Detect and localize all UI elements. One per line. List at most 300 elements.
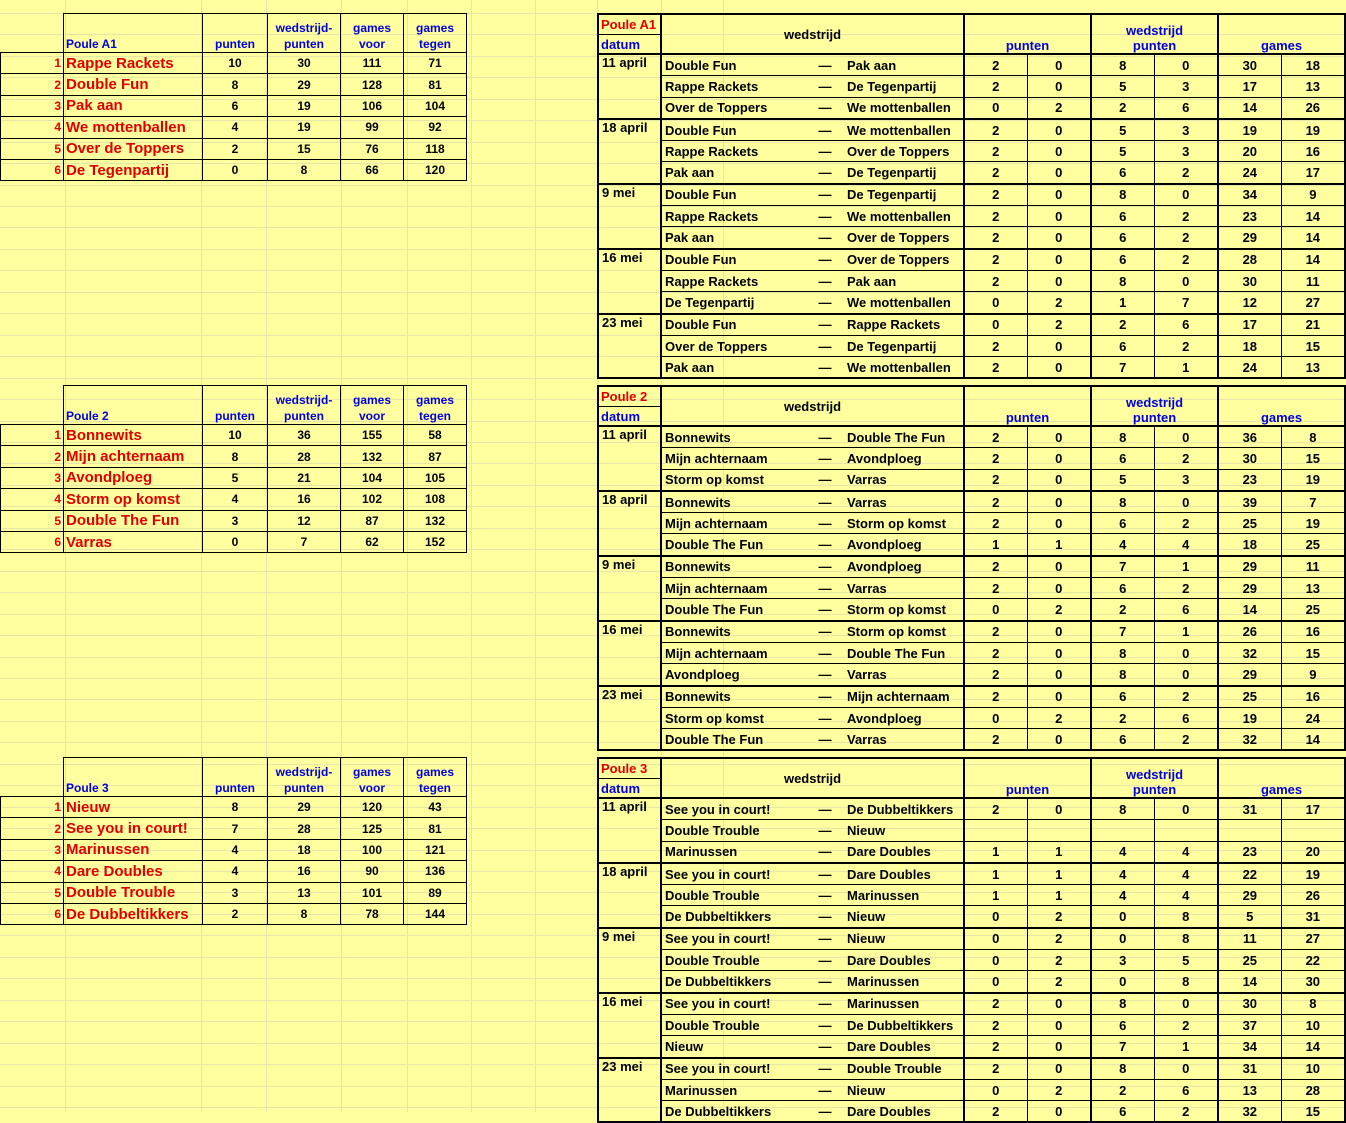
header-wedstrijdpunten [1091, 758, 1218, 798]
round-date: 23 mei [598, 1058, 661, 1123]
wedstrijdpunten-home: 6 [1091, 1014, 1154, 1035]
header-line: wedstrijd [1126, 395, 1184, 410]
wedstrijdpunten-home: 6 [1091, 206, 1154, 227]
games-tegen-value: 132 [404, 510, 467, 531]
games-away: 7 [1281, 491, 1345, 513]
games-home [1218, 820, 1281, 841]
games-away: 19 [1281, 469, 1345, 491]
round-date: 18 april [598, 491, 661, 556]
punten-away: 2 [1027, 1079, 1091, 1100]
wedstrijdpunten-away: 0 [1154, 426, 1218, 448]
games-home: 37 [1218, 1014, 1281, 1035]
versus-dash: — [805, 76, 845, 97]
games-tegen-value: 152 [404, 531, 467, 552]
wedstrijdpunten-away: 2 [1154, 686, 1218, 708]
poule-title: Poule 3 [64, 758, 203, 797]
punten-away: 2 [1027, 314, 1091, 336]
standings-row [1, 797, 467, 818]
games-away: 17 [1281, 798, 1345, 820]
away-team: De Tegenpartij [845, 162, 964, 184]
games-away: 13 [1281, 76, 1345, 97]
away-team: Nieuw [845, 906, 964, 928]
wedstrijdpunten-value: 15 [268, 138, 341, 159]
header-line: wedstrijd- [275, 765, 333, 779]
versus-dash: — [805, 1058, 845, 1080]
wedstrijdpunten-home: 8 [1091, 642, 1154, 663]
away-team: Nieuw [845, 928, 964, 950]
header-line: punten [284, 409, 324, 423]
games-away: 8 [1281, 993, 1345, 1015]
punten-home: 2 [964, 491, 1027, 513]
games-voor-value: 99 [341, 117, 404, 138]
team-name: Rappe Rackets [64, 53, 203, 74]
wedstrijdpunten-away: 0 [1154, 54, 1218, 76]
standings-table [0, 757, 467, 925]
poule-title: Poule A1 [598, 14, 661, 35]
punten-value: 4 [203, 117, 268, 138]
home-team: Double The Fun [661, 729, 805, 751]
away-team: Marinussen [845, 993, 964, 1015]
games-voor-value: 155 [341, 425, 404, 446]
away-team: Double Trouble [845, 1058, 964, 1080]
header-line: punten [284, 781, 324, 795]
team-name: Double Fun [64, 74, 203, 95]
away-team: Avondploeg [845, 707, 964, 728]
games-home: 17 [1218, 314, 1281, 336]
punten-away: 0 [1027, 76, 1091, 97]
punten-home: 0 [964, 950, 1027, 971]
versus-dash: — [805, 1036, 845, 1058]
punten-home: 2 [964, 448, 1027, 469]
header-punten: punten [203, 386, 268, 425]
games-tegen-value: 43 [404, 797, 467, 818]
wedstrijdpunten-home: 5 [1091, 119, 1154, 141]
wedstrijdpunten-away: 4 [1154, 863, 1218, 885]
versus-dash: — [805, 141, 845, 162]
games-home: 30 [1218, 54, 1281, 76]
games-voor-value: 111 [341, 53, 404, 74]
team-name: Dare Doubles [64, 861, 203, 882]
standings-header-row [1, 14, 467, 53]
round-date: 23 mei [598, 314, 661, 379]
games-away: 9 [1281, 184, 1345, 206]
home-team: See you in court! [661, 993, 805, 1015]
home-team: Bonnewits [661, 621, 805, 643]
home-team: Mijn achternaam [661, 513, 805, 534]
punten-away: 0 [1027, 491, 1091, 513]
standings-table [0, 385, 467, 553]
standings-row [1, 489, 467, 510]
games-voor-value: 102 [341, 489, 404, 510]
home-team: Double Fun [661, 184, 805, 206]
standings-row [1, 117, 467, 138]
rank: 1 [1, 53, 64, 74]
wedstrijdpunten-away: 6 [1154, 707, 1218, 728]
home-team: Over de Toppers [661, 335, 805, 356]
rank: 4 [1, 117, 64, 138]
games-away: 30 [1281, 971, 1345, 993]
team-name: Double Trouble [64, 882, 203, 903]
home-team: Rappe Rackets [661, 270, 805, 291]
games-away: 22 [1281, 950, 1345, 971]
match-row [598, 534, 1345, 556]
wedstrijdpunten-value: 16 [268, 489, 341, 510]
punten-home: 1 [964, 885, 1027, 906]
away-team: Nieuw [845, 820, 964, 841]
standings-row [1, 839, 467, 860]
games-home: 32 [1218, 729, 1281, 751]
wedstrijdpunten-value: 28 [268, 818, 341, 839]
punten-value: 8 [203, 797, 268, 818]
wedstrijdpunten-home: 8 [1091, 54, 1154, 76]
match-row [598, 1079, 1345, 1100]
away-team: De Dubbeltikkers [845, 798, 964, 820]
punten-away: 2 [1027, 97, 1091, 119]
versus-dash: — [805, 664, 845, 686]
games-away: 28 [1281, 1079, 1345, 1100]
punten-away: 2 [1027, 707, 1091, 728]
rank: 5 [1, 138, 64, 159]
home-team: Double Trouble [661, 820, 805, 841]
games-away: 8 [1281, 426, 1345, 448]
versus-dash: — [805, 841, 845, 863]
match-row [598, 950, 1345, 971]
games-home: 31 [1218, 1058, 1281, 1080]
away-team: De Tegenpartij [845, 335, 964, 356]
wedstrijdpunten-value: 8 [268, 159, 341, 180]
home-team: Double Fun [661, 249, 805, 271]
punten-home: 2 [964, 227, 1027, 249]
punten-home [964, 820, 1027, 841]
match-row [598, 162, 1345, 184]
games-away: 31 [1281, 906, 1345, 928]
wedstrijdpunten-value: 12 [268, 510, 341, 531]
match-row [598, 707, 1345, 728]
match-row [598, 664, 1345, 686]
punten-away: 2 [1027, 906, 1091, 928]
wedstrijdpunten-away: 2 [1154, 335, 1218, 356]
home-team: Double Trouble [661, 885, 805, 906]
punten-away: 0 [1027, 426, 1091, 448]
match-row [598, 642, 1345, 663]
wedstrijdpunten-away: 2 [1154, 206, 1218, 227]
games-home: 29 [1218, 578, 1281, 599]
blank-cell [1, 386, 64, 425]
rank: 6 [1, 903, 64, 924]
versus-dash: — [805, 97, 845, 119]
team-name: Bonnewits [64, 425, 203, 446]
wedstrijdpunten-away: 8 [1154, 971, 1218, 993]
wedstrijdpunten-home: 7 [1091, 357, 1154, 379]
games-away: 14 [1281, 227, 1345, 249]
punten-away: 2 [1027, 971, 1091, 993]
header-line: wedstrijd- [275, 21, 333, 35]
games-voor-value: 132 [341, 446, 404, 467]
wedstrijdpunten-home: 6 [1091, 448, 1154, 469]
match-row [598, 357, 1345, 379]
punten-away: 0 [1027, 448, 1091, 469]
poule-title: Poule 2 [598, 386, 661, 407]
wedstrijdpunten-away: 2 [1154, 578, 1218, 599]
header-line: tegen [418, 37, 451, 51]
wedstrijdpunten-away: 2 [1154, 227, 1218, 249]
header-wedstrijdpunten [268, 14, 341, 53]
games-away: 16 [1281, 621, 1345, 643]
wedstrijdpunten-away: 2 [1154, 513, 1218, 534]
home-team: Nieuw [661, 1036, 805, 1058]
versus-dash: — [805, 292, 845, 314]
punten-away: 0 [1027, 119, 1091, 141]
header-line: games [415, 21, 455, 35]
header-wedstrijdpunten [268, 758, 341, 797]
games-voor-value: 62 [341, 531, 404, 552]
wedstrijdpunten-home: 8 [1091, 798, 1154, 820]
punten-away: 0 [1027, 1014, 1091, 1035]
match-row [598, 599, 1345, 621]
rank: 1 [1, 797, 64, 818]
versus-dash: — [805, 642, 845, 663]
wedstrijdpunten-away: 0 [1154, 642, 1218, 663]
punten-home: 2 [964, 469, 1027, 491]
header-datum: datum [598, 779, 661, 799]
games-home: 29 [1218, 664, 1281, 686]
punten-away: 0 [1027, 184, 1091, 206]
wedstrijdpunten-home: 7 [1091, 1036, 1154, 1058]
punten-away: 0 [1027, 54, 1091, 76]
games-home: 34 [1218, 1036, 1281, 1058]
away-team: Varras [845, 664, 964, 686]
wedstrijdpunten-away: 0 [1154, 1058, 1218, 1080]
header-games-voor [341, 758, 404, 797]
punten-away: 0 [1027, 1101, 1091, 1123]
home-team: Marinussen [661, 1079, 805, 1100]
games-away: 17 [1281, 162, 1345, 184]
punten-away: 0 [1027, 227, 1091, 249]
rank: 4 [1, 861, 64, 882]
punten-value: 7 [203, 818, 268, 839]
header-punten: punten [203, 14, 268, 53]
games-home: 14 [1218, 97, 1281, 119]
games-home: 30 [1218, 448, 1281, 469]
wedstrijdpunten-value: 19 [268, 95, 341, 116]
games-home: 18 [1218, 335, 1281, 356]
team-name: Over de Toppers [64, 138, 203, 159]
standings-row [1, 74, 467, 95]
away-team: Marinussen [845, 971, 964, 993]
home-team: Mijn achternaam [661, 578, 805, 599]
match-row [598, 820, 1345, 841]
wedstrijdpunten-home: 4 [1091, 885, 1154, 906]
standings-row [1, 446, 467, 467]
match-row [598, 1014, 1345, 1035]
punten-value: 10 [203, 53, 268, 74]
wedstrijdpunten-home: 8 [1091, 664, 1154, 686]
wedstrijdpunten-away: 2 [1154, 1101, 1218, 1123]
games-home: 24 [1218, 357, 1281, 379]
games-tegen-value: 136 [404, 861, 467, 882]
wedstrijdpunten-away: 3 [1154, 76, 1218, 97]
wedstrijdpunten-value: 19 [268, 117, 341, 138]
header-line: tegen [418, 409, 451, 423]
wedstrijdpunten-away: 2 [1154, 162, 1218, 184]
home-team: Double Trouble [661, 1014, 805, 1035]
versus-dash: — [805, 162, 845, 184]
away-team: We mottenballen [845, 357, 964, 379]
match-row [598, 513, 1345, 534]
away-team: We mottenballen [845, 119, 964, 141]
matches-table [597, 757, 1346, 1123]
away-team: Double The Fun [845, 642, 964, 663]
punten-home: 2 [964, 642, 1027, 663]
round-date: 16 mei [598, 621, 661, 686]
away-team: Dare Doubles [845, 1101, 964, 1123]
team-name: Mijn achternaam [64, 446, 203, 467]
punten-home: 0 [964, 971, 1027, 993]
away-team: Storm op komst [845, 621, 964, 643]
games-home: 29 [1218, 885, 1281, 906]
home-team: Bonnewits [661, 686, 805, 708]
team-name: De Tegenpartij [64, 159, 203, 180]
matches-table [597, 385, 1346, 751]
home-team: De Dubbeltikkers [661, 971, 805, 993]
versus-dash: — [805, 686, 845, 708]
standings-table [0, 13, 467, 181]
wedstrijdpunten-away: 6 [1154, 599, 1218, 621]
games-home: 19 [1218, 707, 1281, 728]
match-row [598, 76, 1345, 97]
games-tegen-value: 120 [404, 159, 467, 180]
round-date: 11 april [598, 54, 661, 119]
away-team: De Tegenpartij [845, 76, 964, 97]
games-away: 14 [1281, 249, 1345, 271]
wedstrijdpunten-away: 8 [1154, 906, 1218, 928]
games-tegen-value: 121 [404, 839, 467, 860]
match-row [598, 491, 1345, 513]
round-date: 11 april [598, 426, 661, 491]
standings-row [1, 531, 467, 552]
header-line: games [352, 393, 392, 407]
rank: 5 [1, 882, 64, 903]
away-team: Dare Doubles [845, 950, 964, 971]
punten-home: 2 [964, 119, 1027, 141]
wedstrijdpunten-home: 5 [1091, 141, 1154, 162]
wedstrijdpunten-home: 6 [1091, 249, 1154, 271]
punten-value: 8 [203, 446, 268, 467]
games-home: 25 [1218, 686, 1281, 708]
wedstrijdpunten-away: 1 [1154, 1036, 1218, 1058]
games-home: 18 [1218, 534, 1281, 556]
home-team: Bonnewits [661, 426, 805, 448]
wedstrijdpunten-home: 0 [1091, 971, 1154, 993]
games-away: 26 [1281, 97, 1345, 119]
wedstrijdpunten-away: 2 [1154, 729, 1218, 751]
punten-home: 2 [964, 798, 1027, 820]
blank-cell [1, 14, 64, 53]
away-team: Storm op komst [845, 599, 964, 621]
standings-row [1, 510, 467, 531]
header-punten: punten [964, 14, 1091, 54]
away-team: De Dubbeltikkers [845, 1014, 964, 1035]
wedstrijdpunten-home: 0 [1091, 928, 1154, 950]
match-row [598, 686, 1345, 708]
games-home: 36 [1218, 426, 1281, 448]
away-team: We mottenballen [845, 292, 964, 314]
standings-header-row [1, 758, 467, 797]
games-voor-value: 87 [341, 510, 404, 531]
away-team: Varras [845, 578, 964, 599]
grid-col-line [471, 0, 472, 1112]
punten-home: 2 [964, 1101, 1027, 1123]
home-team: See you in court! [661, 928, 805, 950]
header-line: wedstrijd- [275, 393, 333, 407]
punten-away: 0 [1027, 141, 1091, 162]
punten-away: 0 [1027, 578, 1091, 599]
games-home: 29 [1218, 227, 1281, 249]
wedstrijdpunten-away: 2 [1154, 249, 1218, 271]
header-line: punten [1132, 38, 1177, 53]
wedstrijdpunten-home: 4 [1091, 841, 1154, 863]
games-voor-value: 125 [341, 818, 404, 839]
header-games-tegen [404, 386, 467, 425]
home-team: Double Fun [661, 119, 805, 141]
wedstrijdpunten-away: 4 [1154, 841, 1218, 863]
home-team: De Tegenpartij [661, 292, 805, 314]
header-wedstrijdpunten [1091, 14, 1218, 54]
home-team: Rappe Rackets [661, 76, 805, 97]
punten-home: 2 [964, 76, 1027, 97]
games-home: 31 [1218, 798, 1281, 820]
wedstrijdpunten-away: 0 [1154, 184, 1218, 206]
punten-home: 2 [964, 993, 1027, 1015]
versus-dash: — [805, 621, 845, 643]
games-away: 10 [1281, 1058, 1345, 1080]
home-team: See you in court! [661, 863, 805, 885]
match-row [598, 119, 1345, 141]
punten-home: 0 [964, 1079, 1027, 1100]
games-home: 5 [1218, 906, 1281, 928]
header-wedstrijd: wedstrijd [661, 758, 964, 798]
wedstrijdpunten-home: 2 [1091, 1079, 1154, 1100]
games-away: 14 [1281, 729, 1345, 751]
home-team: Mijn achternaam [661, 642, 805, 663]
home-team: Pak aan [661, 162, 805, 184]
wedstrijdpunten-home: 5 [1091, 469, 1154, 491]
header-datum: datum [598, 35, 661, 55]
games-home: 32 [1218, 642, 1281, 663]
punten-value: 2 [203, 903, 268, 924]
wedstrijdpunten-home: 8 [1091, 1058, 1154, 1080]
home-team: Rappe Rackets [661, 206, 805, 227]
header-games-voor [341, 14, 404, 53]
games-home: 39 [1218, 491, 1281, 513]
games-away: 19 [1281, 119, 1345, 141]
match-row [598, 469, 1345, 491]
match-row [598, 448, 1345, 469]
punten-home: 2 [964, 621, 1027, 643]
versus-dash: — [805, 707, 845, 728]
wedstrijdpunten-value: 13 [268, 882, 341, 903]
games-away: 14 [1281, 206, 1345, 227]
games-tegen-value: 89 [404, 882, 467, 903]
rank: 3 [1, 839, 64, 860]
header-line: wedstrijd [1126, 767, 1184, 782]
punten-away: 1 [1027, 885, 1091, 906]
match-row [598, 54, 1345, 76]
wedstrijdpunten-home: 6 [1091, 1101, 1154, 1123]
header-games: games [1260, 782, 1303, 797]
punten-away: 2 [1027, 599, 1091, 621]
home-team: Storm op komst [661, 469, 805, 491]
